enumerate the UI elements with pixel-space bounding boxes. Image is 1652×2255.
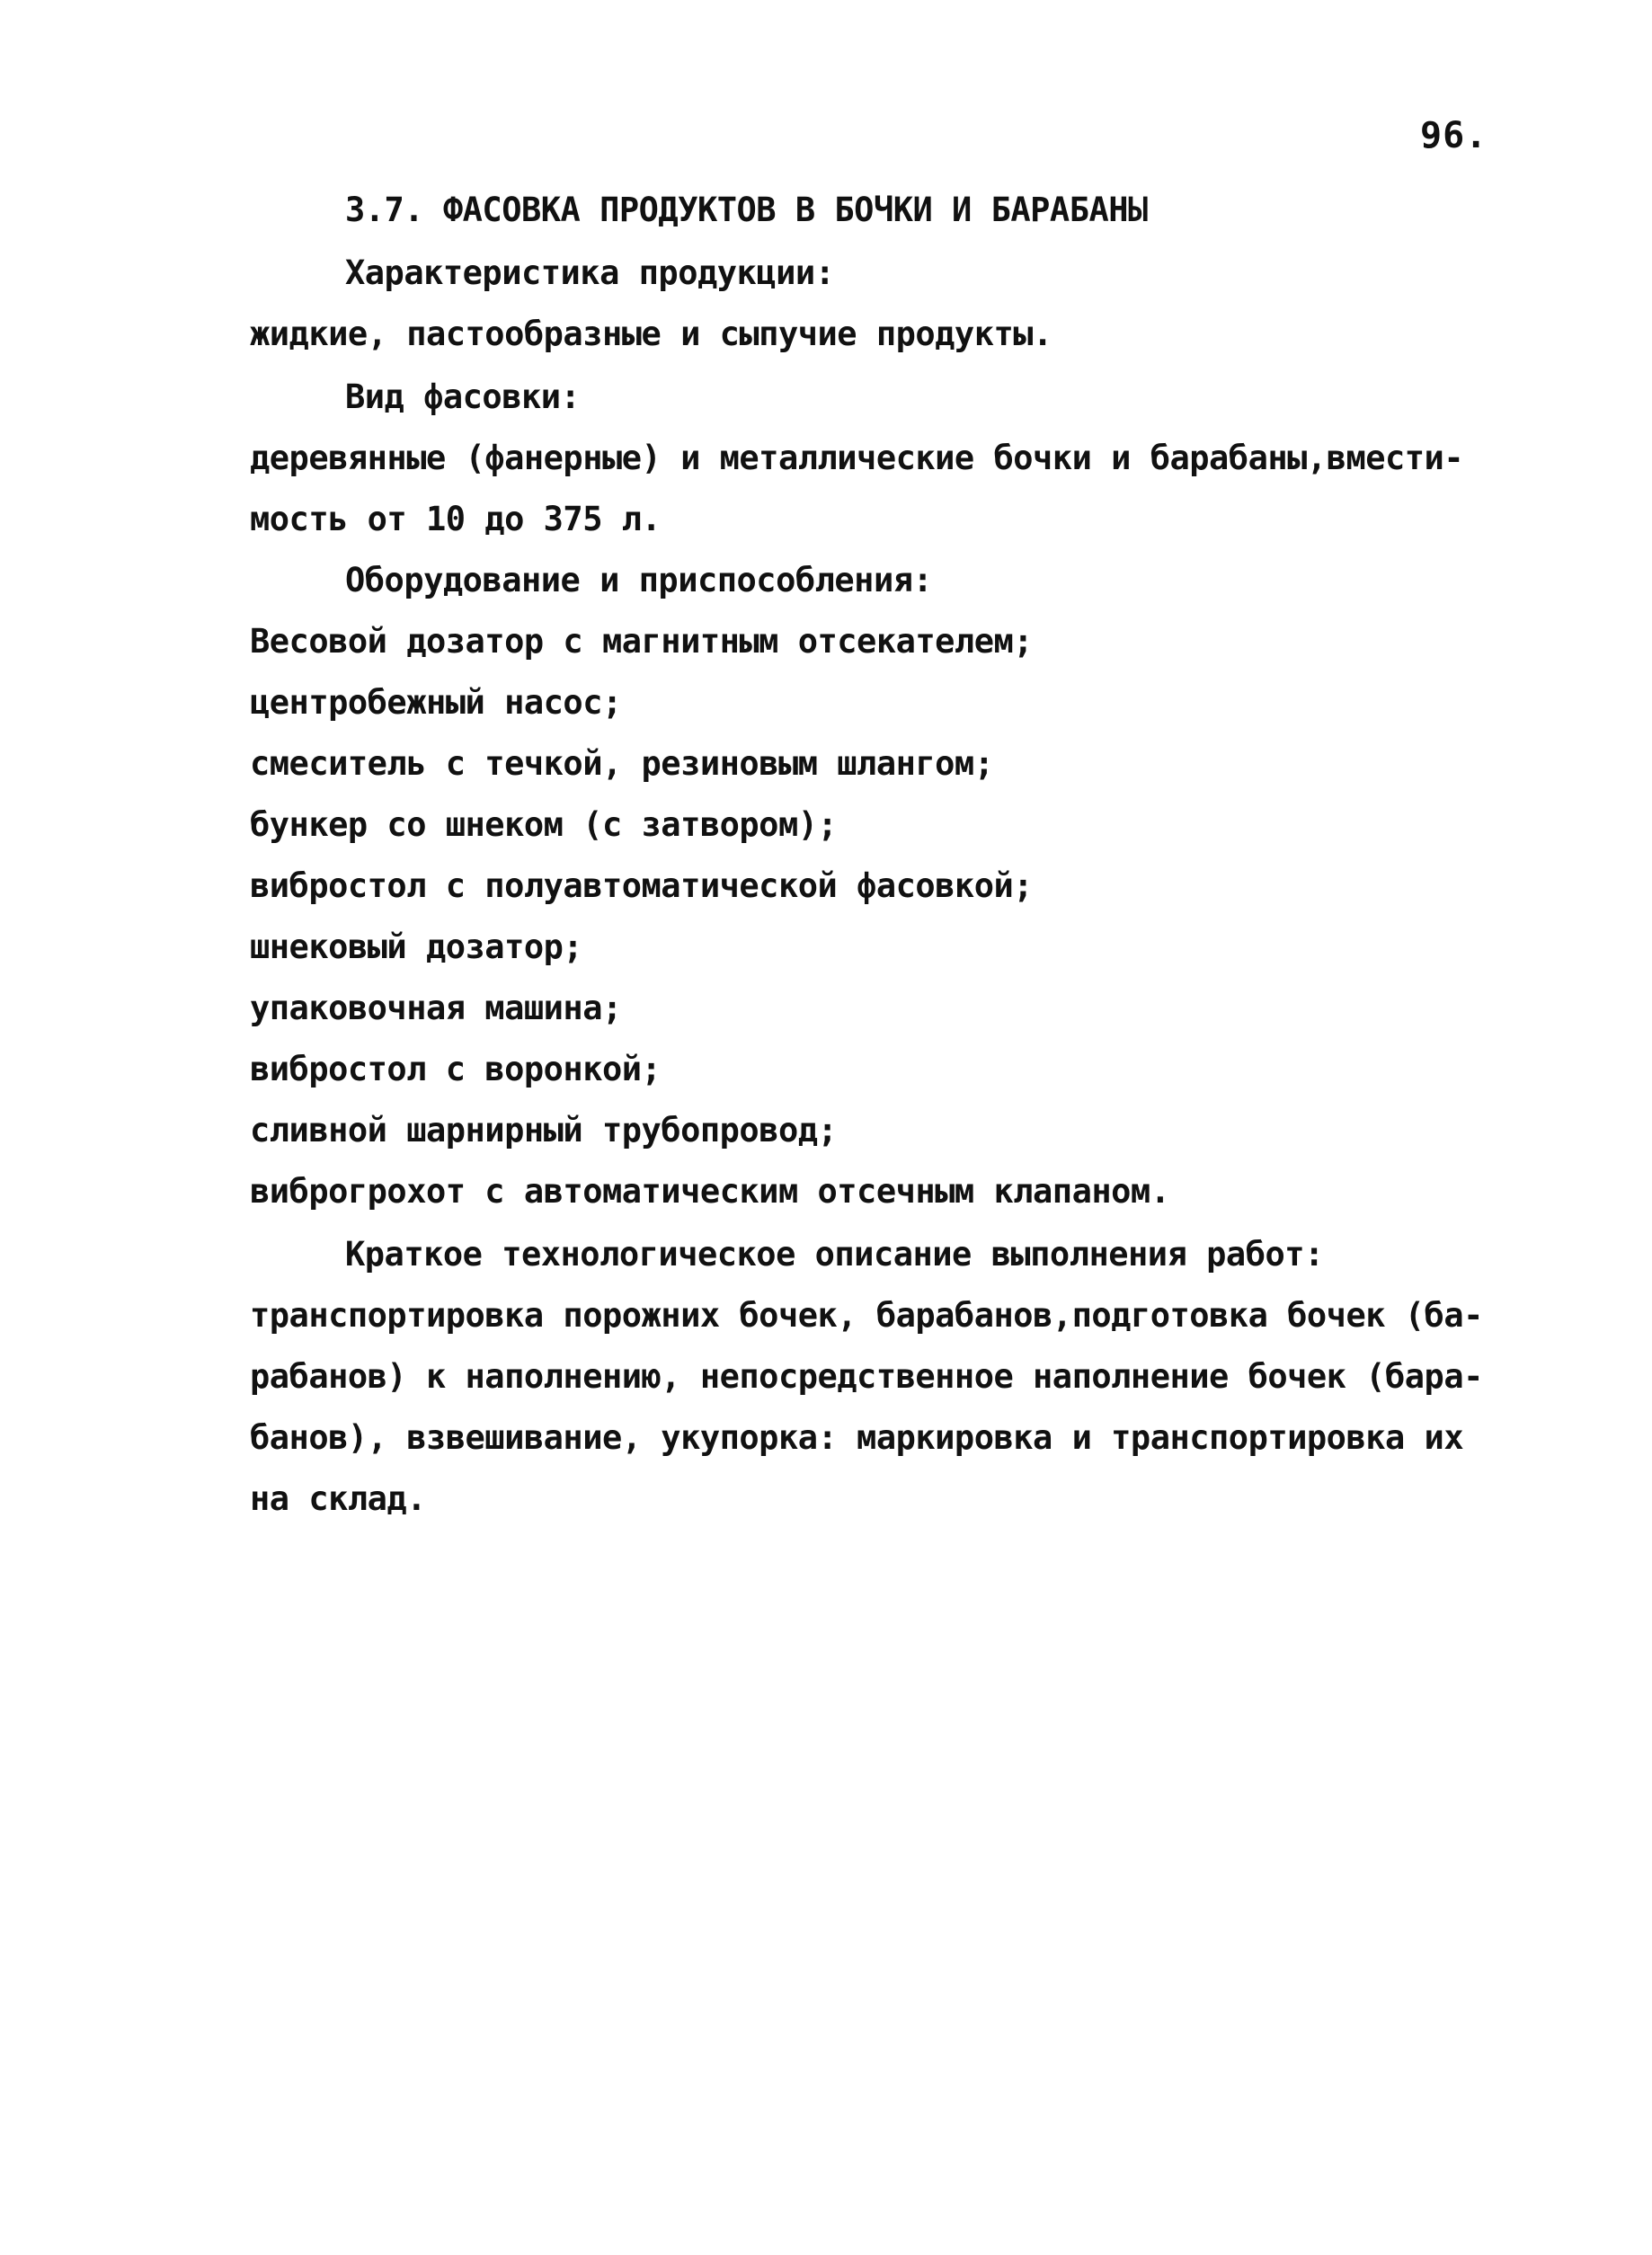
equipment-item: вибростол с воронкой; — [250, 1050, 662, 1088]
equipment-item: Весовой дозатор с магнитным отсекателем; — [250, 622, 1034, 661]
product-characteristics-text: жидкие, пастообразные и сыпучие продукты. — [250, 315, 1052, 353]
section-heading: 3.7. ФАСОВКА ПРОДУКТОВ В БОЧКИ И БАРАБАНЫ — [345, 191, 1148, 229]
packaging-type-label: Вид фасовки: — [345, 377, 581, 416]
page-number: 96. — [1420, 115, 1488, 156]
process-description-label: Краткое технологическое описание выполнения работ: — [345, 1235, 1324, 1274]
equipment-item: упаковочная машина; — [250, 989, 622, 1027]
product-characteristics-label: Характеристика продукции: — [345, 253, 835, 292]
equipment-item: бункер со шнеком (с затвором); — [250, 805, 838, 844]
process-description-line: банов), взвешивание, укупорка: маркировка и транспортировка их — [250, 1418, 1464, 1457]
packaging-type-line: деревянные (фанерные) и металлические бочки и барабаны,вмести- — [250, 439, 1464, 477]
equipment-item: вибростол с полуавтоматической фасовкой; — [250, 866, 1034, 905]
process-description-line: рабанов) к наполнению, непосредственное наполнение бочек (бара- — [250, 1357, 1483, 1396]
equipment-item: смеситель с течкой, резиновым шлангом; — [250, 744, 994, 783]
process-description-line: транспортировка порожних бочек, барабанов,подготовка бочек (ба- — [250, 1296, 1483, 1335]
equipment-item: сливной шарнирный трубопровод; — [250, 1111, 838, 1150]
equipment-item: виброгрохот с автоматическим отсечным клапаном. — [250, 1172, 1170, 1211]
packaging-type-line: мость от 10 до 375 л. — [250, 500, 662, 538]
equipment-item: шнековый дозатор; — [250, 928, 583, 966]
equipment-label: Оборудование и приспособления: — [345, 561, 933, 599]
process-description-line: на склад. — [250, 1479, 426, 1518]
equipment-item: центробежный насос; — [250, 683, 622, 722]
